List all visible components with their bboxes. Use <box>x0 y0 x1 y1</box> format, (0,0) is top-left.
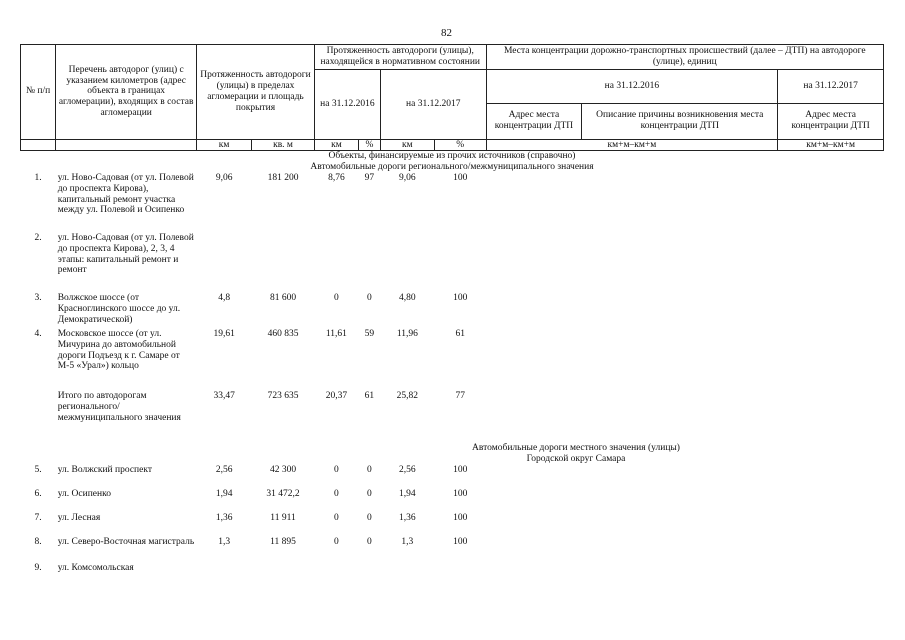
km-2016: 8,76 <box>328 172 345 183</box>
row-num: 5. <box>34 464 42 475</box>
section-regional: Автомобильные дороги регионального/межмуниципального значения <box>310 161 594 172</box>
table-row <box>21 489 884 513</box>
km-2017: 1,94 <box>399 488 416 499</box>
pct-2016 <box>358 563 380 574</box>
length-km: 33,47 <box>213 390 235 401</box>
header-date-2016: на 31.12.2016 <box>314 69 380 139</box>
road-name: ул. Волжский проспект <box>57 464 152 475</box>
km-2017: 1,36 <box>399 512 416 523</box>
area-sq-m: 181 200 <box>267 172 299 183</box>
section-samara: Городской округ Самара <box>526 453 626 464</box>
pct-2017: 100 <box>453 292 468 303</box>
header-dtp-reason: Описание причины возникновения места концентрации ДТП <box>582 103 778 139</box>
area-sq-m: 31 472,2 <box>266 488 300 499</box>
unit-km-2016: км <box>314 139 358 150</box>
unit-pct-2016: % <box>358 139 380 150</box>
pct-2016: 0 <box>367 536 372 547</box>
row-num: 4. <box>34 328 42 339</box>
section-other-sources: Объекты, финансируемые из прочих источников (справочно) <box>328 150 576 161</box>
header-length: Протяженность автодороги (улицы) в пределах агломерации и площадь покрытия <box>197 45 315 140</box>
row-num: 2. <box>34 232 42 243</box>
unit-range-2017: км+м–км+м <box>778 139 884 150</box>
km-2016: 0 <box>334 488 339 499</box>
header-dtp-date-2017: на 31.12.2017 <box>778 69 884 103</box>
km-2017: 1,3 <box>401 536 414 547</box>
unit-km: км <box>197 139 252 150</box>
km-2017: 4,80 <box>399 292 416 303</box>
km-2017: 25,82 <box>396 390 419 401</box>
km-2016: 0 <box>334 512 339 523</box>
area-sq-m <box>252 563 315 574</box>
row-num: 7. <box>34 512 42 523</box>
row-num: 9. <box>34 562 42 573</box>
road-name: ул. Ново-Садовая (от ул. Полевой до проспекта Кирова), 2, 3, 4 этапы: капитальный ремонт и ремонт <box>57 232 194 276</box>
header-dtp-address-2017: Адрес места концентрации ДТП <box>778 103 884 139</box>
length-km: 9,06 <box>215 172 233 183</box>
document-page <box>20 44 884 573</box>
area-sq-m <box>252 233 315 293</box>
km-2016: 0 <box>334 536 339 547</box>
pct-2016: 0 <box>367 488 372 499</box>
area-sq-m: 11 895 <box>270 536 296 547</box>
km-2016: 0 <box>334 464 339 475</box>
pct-2017 <box>434 233 486 293</box>
area-sq-m: 42 300 <box>269 464 297 475</box>
table-row <box>21 329 884 391</box>
header-roads-list: Перечень автодорог (улиц) с указанием километров (адрес объекта в границах агломерации), входящих в состав агломерации <box>56 45 197 140</box>
unit-range-2016: км+м–км+м <box>486 139 778 150</box>
pct-2016: 0 <box>367 292 372 303</box>
row-num: 8. <box>34 536 42 547</box>
total-row <box>21 391 884 443</box>
section-local: Автомобильные дороги местного значения (улицы) <box>472 442 680 453</box>
page-number: 82 <box>441 27 452 39</box>
total-label: Итого по автодорогам регионального/ межмуниципального значения <box>57 390 181 423</box>
pct-2016: 59 <box>364 328 375 339</box>
pct-2016 <box>358 233 380 293</box>
row-num <box>21 391 56 443</box>
km-2017 <box>380 563 434 574</box>
km-2016: 0 <box>334 292 339 303</box>
pct-2017 <box>434 563 486 574</box>
km-2017: 11,96 <box>396 328 418 339</box>
table-row <box>21 233 884 293</box>
km-2017: 2,56 <box>399 464 416 475</box>
header-dtp: Места концентрации дорожно-транспортных происшествий (далее – ДТП) на автодороге (улице), единиц <box>486 45 883 70</box>
km-2017: 9,06 <box>399 172 416 183</box>
pct-2017: 61 <box>455 328 465 339</box>
road-name: ул. Ново-Садовая (от ул. Полевой до проспекта Кирова), капитальный ремонт участка между ул. Полевой и Осипенко <box>57 172 194 216</box>
road-name: ул. Осипенко <box>57 488 111 499</box>
area-sq-m: 11 911 <box>270 512 296 523</box>
header-normative: Протяженность автодороги (улицы), находящейся в нормативном состоянии <box>314 45 486 70</box>
pct-2017: 100 <box>453 464 468 475</box>
header-date-2017: на 31.12.2017 <box>380 69 486 139</box>
length-km: 4,8 <box>218 292 231 303</box>
km-2017 <box>380 233 434 293</box>
unit-pct-2017: % <box>434 139 486 150</box>
length-km: 19,61 <box>213 328 235 339</box>
km-2016: 11,61 <box>325 328 347 339</box>
pct-2017: 100 <box>453 536 468 547</box>
area-sq-m: 460 835 <box>267 328 299 339</box>
road-name: Московское шоссе (от ул. Мичурина до автомобильной дороги Подъезд к г. Самаре от М-5 «Урал») кольцо <box>57 328 180 372</box>
km-2016: 20,37 <box>325 390 348 401</box>
length-km: 2,56 <box>215 464 233 475</box>
header-num: № п/п <box>21 45 56 140</box>
road-name: ул. Северо-Восточная магистраль <box>57 536 195 547</box>
length-km: 1,3 <box>218 536 231 547</box>
unit-sq-m: кв. м <box>252 139 315 150</box>
length-km: 1,94 <box>215 488 233 499</box>
length-km <box>197 233 252 293</box>
pct-2016: 97 <box>364 172 375 183</box>
table-row <box>21 293 884 329</box>
header-dtp-date-2016: на 31.12.2016 <box>486 69 778 103</box>
pct-2017: 100 <box>453 512 468 523</box>
table-row <box>21 513 884 537</box>
table-header <box>21 45 884 151</box>
pct-2017: 100 <box>453 488 468 499</box>
row-num: 3. <box>34 292 42 303</box>
length-km <box>197 563 252 574</box>
road-name: ул. Лесная <box>57 512 101 523</box>
table-row <box>21 563 884 574</box>
road-name: Волжское шоссе (от Красноглинского шоссе до ул. Демократической) <box>57 292 181 325</box>
row-num: 1. <box>34 172 42 183</box>
km-2016 <box>314 233 358 293</box>
header-dtp-address: Адрес места концентрации ДТП <box>486 103 582 139</box>
pct-2016: 61 <box>364 390 375 401</box>
km-2016 <box>314 563 358 574</box>
pct-2016: 0 <box>367 512 372 523</box>
road-name: ул. Комсомольская <box>57 562 134 573</box>
table-row <box>21 537 884 563</box>
pct-2017: 100 <box>453 172 468 183</box>
roads-table <box>20 44 884 573</box>
table-row <box>21 173 884 233</box>
length-km: 1,36 <box>215 512 233 523</box>
area-sq-m: 723 635 <box>267 390 299 401</box>
unit-km-2017: км <box>380 139 434 150</box>
table-row <box>21 465 884 489</box>
row-num: 6. <box>34 488 42 499</box>
pct-2017: 77 <box>455 390 465 401</box>
pct-2016: 0 <box>367 464 372 475</box>
area-sq-m: 81 600 <box>269 292 297 303</box>
